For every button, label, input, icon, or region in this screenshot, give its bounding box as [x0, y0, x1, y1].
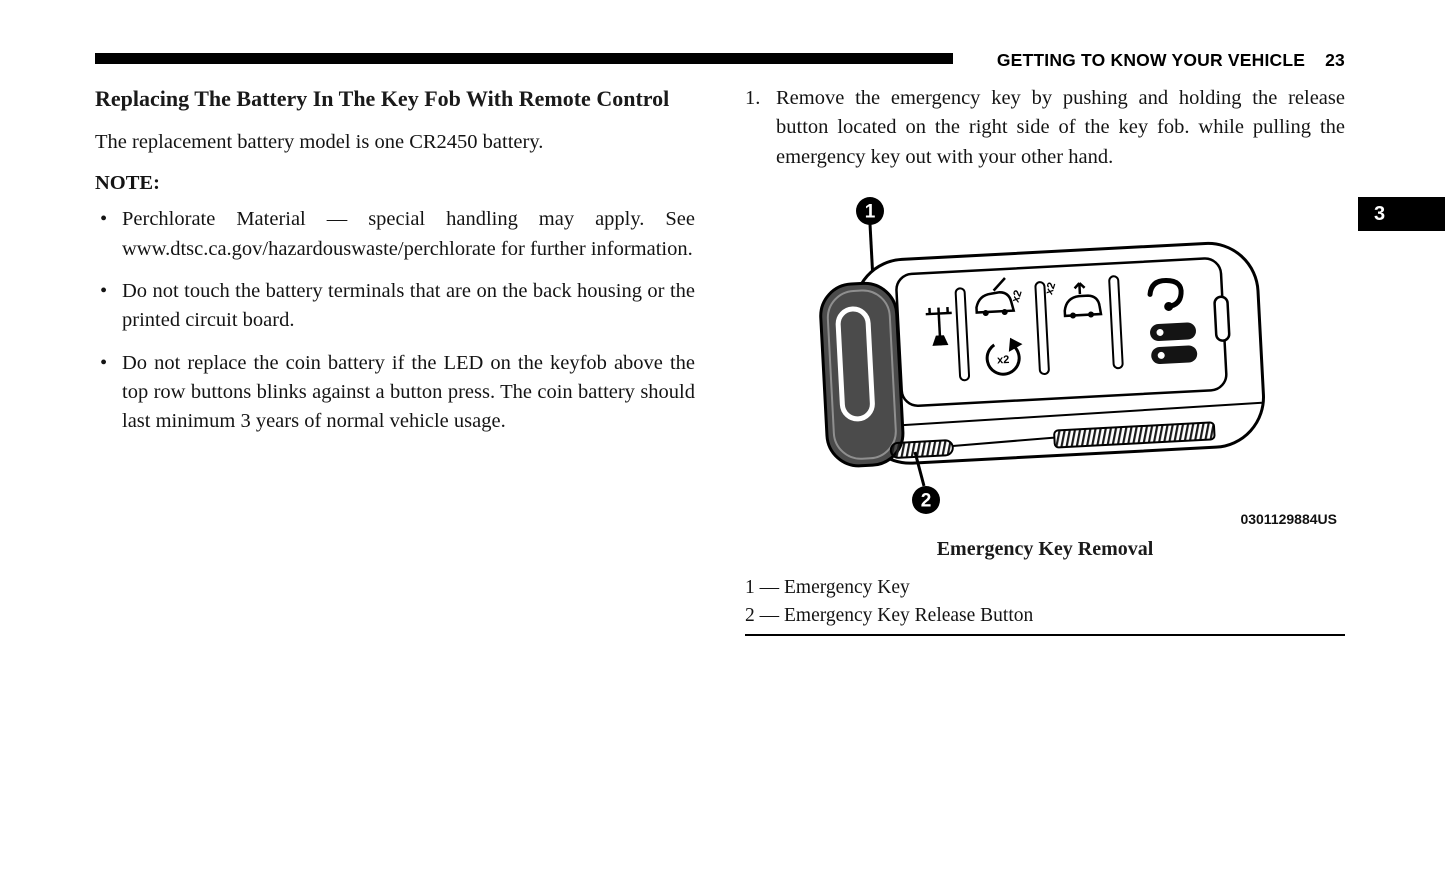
emergency-key-blade [819, 282, 904, 468]
header-title: GETTING TO KNOW YOUR VEHICLE [996, 50, 1306, 70]
note-bullet-coin-battery: • Do not replace the coin battery if the LED on the keyfob above the top row buttons blinks against a button press. The coin battery should last minimum 3 years of normal vehicle usage. [95, 349, 695, 437]
key-fob-body [818, 241, 1266, 468]
note-bullet-perchlorate: • Perchlorate Material — special handling may apply. See www.dtsc.ca.gov/hazardouswaste/perchlorate for further information. [95, 205, 695, 264]
x2-label: x2 [1043, 280, 1059, 297]
header-rule [95, 53, 953, 64]
callout-1-number: 1 [864, 201, 876, 223]
key-release-button [890, 440, 953, 458]
key-fob-illustration [745, 184, 1345, 536]
x2-label: x2 [996, 353, 1010, 367]
left-column [95, 84, 695, 450]
side-button [1214, 296, 1229, 341]
step-text: Remove the emergency key by pushing and holding the release button located on the right side of the key fob. while pulling the emergency key out with your other hand. [776, 87, 1345, 168]
chapter-tab-label: 3 [1374, 202, 1386, 225]
chapter-tab [1358, 197, 1445, 231]
step-number: 1. [745, 87, 761, 109]
intro-paragraph: The replacement battery model is one CR2450 battery. [95, 131, 544, 154]
section-heading: Replacing The Battery In The Key Fob With Remote Control [95, 86, 670, 111]
callout-2-number: 2 [920, 490, 932, 512]
page-number: 23 [1325, 50, 1345, 70]
legend-item-2: 2 — Emergency Key Release Button [745, 605, 1034, 627]
legend-rule [745, 634, 1345, 636]
x2-label: x2 [1009, 288, 1025, 304]
right-column [745, 84, 1345, 636]
note-label: NOTE: [95, 172, 160, 195]
figure-legend [745, 575, 1345, 636]
emergency-key-figure [745, 184, 1345, 636]
running-header [997, 50, 1345, 71]
legend-item-1: 1 — Emergency Key [745, 576, 910, 598]
step-1 [745, 84, 1345, 172]
note-list [95, 205, 695, 436]
note-bullet-terminals: • Do not touch the battery terminals that are on the back housing or the printed circuit board. [95, 277, 695, 336]
figure-caption: Emergency Key Removal [936, 537, 1154, 560]
figure-id: 0301129884US [1240, 510, 1337, 527]
